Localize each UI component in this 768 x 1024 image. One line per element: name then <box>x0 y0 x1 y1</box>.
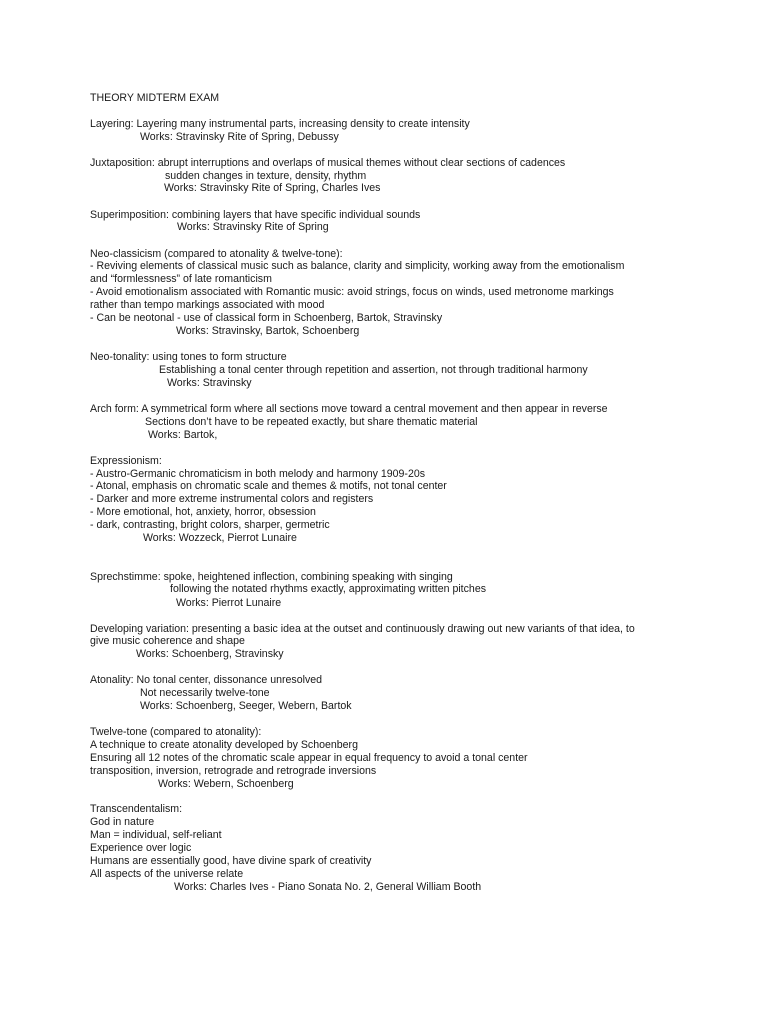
text-line: Man = individual, self-reliant <box>90 829 222 841</box>
text-line: Humans are essentially good, have divine spark of creativity <box>90 855 372 867</box>
text-line: - More emotional, hot, anxiety, horror, obsession <box>90 506 316 518</box>
text-line: sudden changes in texture, density, rhythm <box>165 170 367 182</box>
text-line: Works: Schoenberg, Seeger, Webern, Bartok <box>140 700 352 712</box>
text-line: give music coherence and shape <box>90 635 245 647</box>
text-line: Sections don’t have to be repeated exactly, but share thematic material <box>145 416 478 428</box>
text-line: Expressionism: <box>90 455 162 467</box>
text-line: Experience over logic <box>90 842 192 854</box>
text-line: God in nature <box>90 816 155 828</box>
text-line: Works: Schoenberg, Stravinsky <box>136 648 284 660</box>
text-line: Establishing a tonal center through repetition and assertion, not through traditional harmony <box>159 364 588 376</box>
text-line: - Reviving elements of classical music such as balance, clarity and simplicity, working away from the emotionalism <box>90 260 625 272</box>
text-line: Twelve-tone (compared to atonality): <box>90 726 262 738</box>
text-line: Ensuring all 12 notes of the chromatic scale appear in equal frequency to avoid a tonal center <box>90 752 528 764</box>
text-line: Superimposition: combining layers that have specific individual sounds <box>90 209 421 221</box>
text-line: Layering: Layering many instrumental parts, increasing density to create intensity <box>90 118 470 130</box>
text-line: rather than tempo markings associated with mood <box>90 299 325 311</box>
text-line: Works: Stravinsky, Bartok, Schoenberg <box>176 325 360 337</box>
text-line: Developing variation: presenting a basic idea at the outset and continuously drawing out new variants of that idea, to <box>90 623 635 635</box>
text-line: - Atonal, emphasis on chromatic scale and themes & motifs, not tonal center <box>90 480 447 492</box>
document-title: THEORY MIDTERM EXAM <box>90 92 220 104</box>
text-line: - Darker and more extreme instrumental colors and registers <box>90 493 374 505</box>
text-line: Works: Charles Ives - Piano Sonata No. 2, General William Booth <box>174 881 482 893</box>
text-line: Works: Wozzeck, Pierrot Lunaire <box>143 532 297 544</box>
text-line: Juxtaposition: abrupt interruptions and overlaps of musical themes without clear sections of cadences <box>90 157 566 169</box>
text-line: Works: Bartok, <box>148 429 218 441</box>
text-line: Works: Webern, Schoenberg <box>158 778 294 790</box>
text-line: - dark, contrasting, bright colors, sharper, germetric <box>90 519 330 531</box>
text-line: Sprechstimme: spoke, heightened inflection, combining speaking with singing <box>90 571 453 583</box>
text-line: Atonality: No tonal center, dissonance unresolved <box>90 674 323 686</box>
text-line: All aspects of the universe relate <box>90 868 244 880</box>
text-line: Arch form: A symmetrical form where all sections move toward a central movement and then appear in reverse <box>90 403 608 415</box>
text-line: Works: Pierrot Lunaire <box>176 597 282 609</box>
text-line: Works: Stravinsky <box>167 377 252 389</box>
text-line: Neo-tonality: using tones to form structure <box>90 351 287 363</box>
text-line: transposition, inversion, retrograde and retrograde inversions <box>90 765 377 777</box>
text-line: A technique to create atonality developed by Schoenberg <box>90 739 358 751</box>
text-line: Neo-classicism (compared to atonality & twelve-tone): <box>90 248 343 260</box>
text-line: Transcendentalism: <box>90 803 183 815</box>
text-line: - Austro-Germanic chromaticism in both melody and harmony 1909-20s <box>90 468 426 480</box>
text-line: Works: Stravinsky Rite of Spring, Charles Ives <box>164 182 381 194</box>
text-line: Works: Stravinsky Rite of Spring <box>177 221 329 233</box>
text-line: Works: Stravinsky Rite of Spring, Debussy <box>140 131 339 143</box>
text-line: - Can be neotonal - use of classical form in Schoenberg, Bartok, Stravinsky <box>90 312 443 324</box>
text-line: Not necessarily twelve-tone <box>140 687 270 699</box>
text-line: and “formlessness” of late romanticism <box>90 273 272 285</box>
text-line: - Avoid emotionalism associated with Romantic music: avoid strings, focus on winds, used metronome markings <box>90 286 614 298</box>
text-line: following the notated rhythms exactly, approximating written pitches <box>170 583 487 595</box>
